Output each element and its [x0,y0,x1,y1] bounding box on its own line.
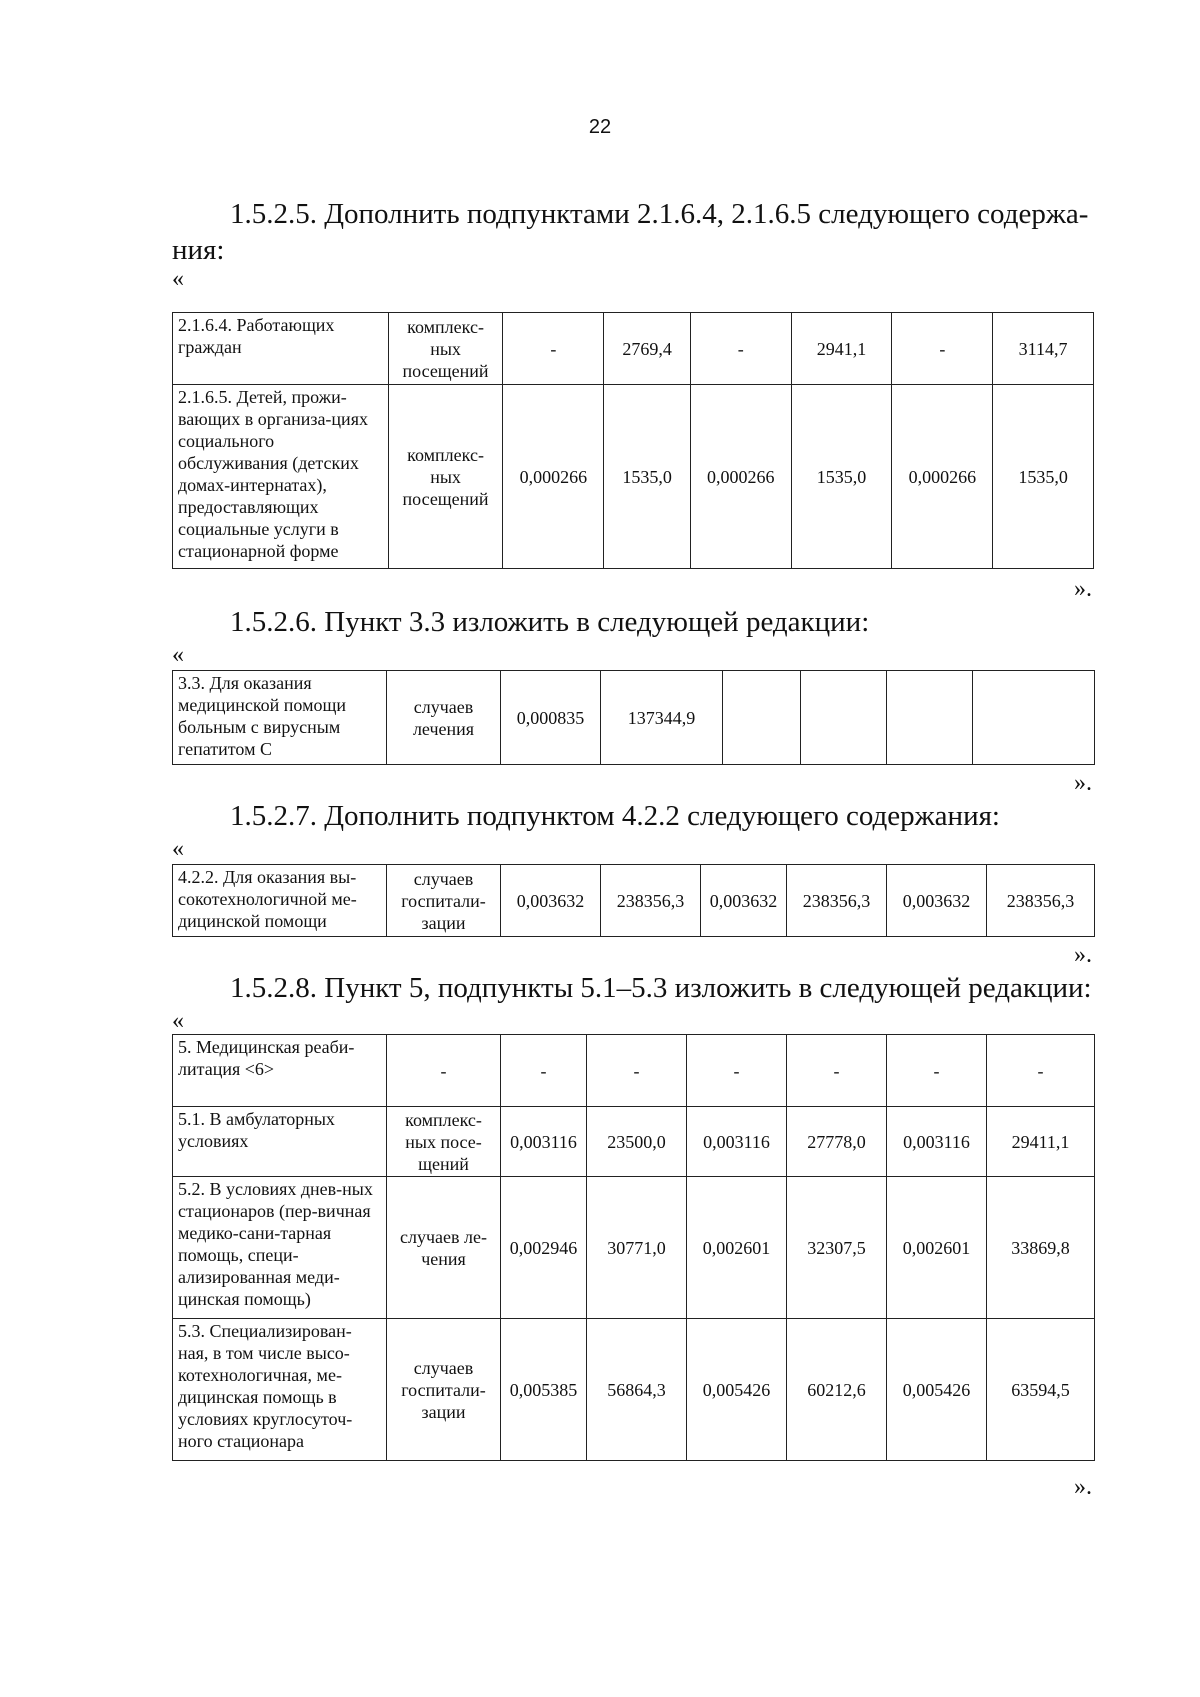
cell-value [801,671,887,765]
table-row [173,865,1095,937]
row-name: 4.2.2. Для оказания вы-сокотехнологичной ме-дицинской помощи [173,865,387,937]
cell-value: 0,005385 [501,1319,587,1461]
cell-value: 0,002601 [887,1177,987,1319]
cell-value: 0,003632 [887,865,987,937]
cell-value: 1535,0 [604,385,691,569]
cell-value: - [501,1035,587,1107]
cell-value [723,671,801,765]
section-heading-1: 1.5.2.5. Дополнить подпунктами 2.1.6.4, 2.1.6.5 следующего содержа- ния: [172,198,1089,266]
cell-value: 0,000266 [503,385,604,569]
cell-value: 137344,9 [601,671,723,765]
cell-value: 0,003632 [501,865,601,937]
cell-value: - [503,313,604,385]
cell-value [973,671,1095,765]
row-unit: комплекс-ных посещений [388,313,503,385]
table-row [173,1177,1095,1319]
cell-value: 29411,1 [987,1107,1095,1177]
cell-value: 1535,0 [993,385,1094,569]
row-unit: случаев госпитали-зации [387,1319,501,1461]
table-row [173,1107,1095,1177]
cell-value: 33869,8 [987,1177,1095,1319]
cell-value: 56864,3 [587,1319,687,1461]
row-name: 5.1. В амбулаторных условиях [173,1107,387,1177]
cell-value: - [787,1035,887,1107]
cell-value: 238356,3 [601,865,701,937]
row-name: 2.1.6.5. Детей, прожи-вающих в организа-циях социального обслуживания (детских домах-интернатах), предоставляющих социальные услуги в стационарной форме [173,385,389,569]
table-section-2 [172,670,1095,765]
cell-value: 23500,0 [587,1107,687,1177]
cell-value: - [887,1035,987,1107]
cell-value: 60212,6 [787,1319,887,1461]
row-name: 3.3. Для оказания медицинской помощи больным с вирусным гепатитом С [173,671,387,765]
cell-value: 3114,7 [993,313,1094,385]
open-quote: « [172,642,184,668]
cell-value: 63594,5 [987,1319,1095,1461]
cell-value: 238356,3 [987,865,1095,937]
cell-value: 0,003632 [701,865,787,937]
cell-value: 0,000266 [690,385,791,569]
cell-value: 0,000266 [892,385,993,569]
open-quote: « [172,836,184,862]
cell-value: - [587,1035,687,1107]
close-quote: ». [1074,770,1092,796]
table-row [173,671,1095,765]
table-section-4 [172,1034,1095,1461]
cell-value: 0,005426 [687,1319,787,1461]
row-name: 5.3. Специализирован-ная, в том числе высо-котехнологичная, ме-дицинская помощь в условиях круглосуточ-ного стационара [173,1319,387,1461]
table-row [173,1035,1095,1107]
cell-value: 0,002946 [501,1177,587,1319]
cell-value: 32307,5 [787,1177,887,1319]
table-section-3 [172,864,1095,937]
cell-value: 2941,1 [791,313,892,385]
cell-value: 0,000835 [501,671,601,765]
cell-value [887,671,973,765]
close-quote: ». [1074,576,1092,602]
row-unit: случаев ле-чения [387,1177,501,1319]
cell-value: 1535,0 [791,385,892,569]
cell-value: 0,002601 [687,1177,787,1319]
cell-value: 0,005426 [887,1319,987,1461]
cell-value: - [892,313,993,385]
section-heading-4: 1.5.2.8. Пункт 5, подпункты 5.1–5.3 изложить в следующей редакции: [230,972,1092,1004]
row-unit: случаев госпитали-зации [387,865,501,937]
section-heading-3: 1.5.2.7. Дополнить подпунктом 4.2.2 следующего содержания: [230,800,1000,832]
open-quote: « [172,266,184,292]
row-name: 5.2. В условиях днев-ных стационаров (пер-вичная медико-сани-тарная помощь, специ-ализированная меди-цинская помощь) [173,1177,387,1319]
row-name: 5. Медицинская реаби-литация <6> [173,1035,387,1107]
open-quote: « [172,1008,184,1034]
cell-value: 238356,3 [787,865,887,937]
page-number: 22 [588,116,612,138]
cell-value: 0,003116 [687,1107,787,1177]
section-heading-2: 1.5.2.6. Пункт 3.3 изложить в следующей редакции: [230,606,870,638]
cell-value: 0,003116 [887,1107,987,1177]
cell-value: - [687,1035,787,1107]
row-unit: - [387,1035,501,1107]
table-section-1 [172,312,1094,569]
cell-value: 30771,0 [587,1177,687,1319]
cell-value: - [690,313,791,385]
cell-value: 2769,4 [604,313,691,385]
row-unit: комплекс-ных посещений [388,385,503,569]
row-unit: случаев лечения [387,671,501,765]
cell-value: 0,003116 [501,1107,587,1177]
cell-value: - [987,1035,1095,1107]
close-quote: ». [1074,942,1092,968]
table-row [173,385,1094,569]
row-name: 2.1.6.4. Работающих граждан [173,313,389,385]
table-row [173,313,1094,385]
cell-value: 27778,0 [787,1107,887,1177]
close-quote: ». [1074,1474,1092,1500]
table-row [173,1319,1095,1461]
row-unit: комплекс-ных посе-щений [387,1107,501,1177]
